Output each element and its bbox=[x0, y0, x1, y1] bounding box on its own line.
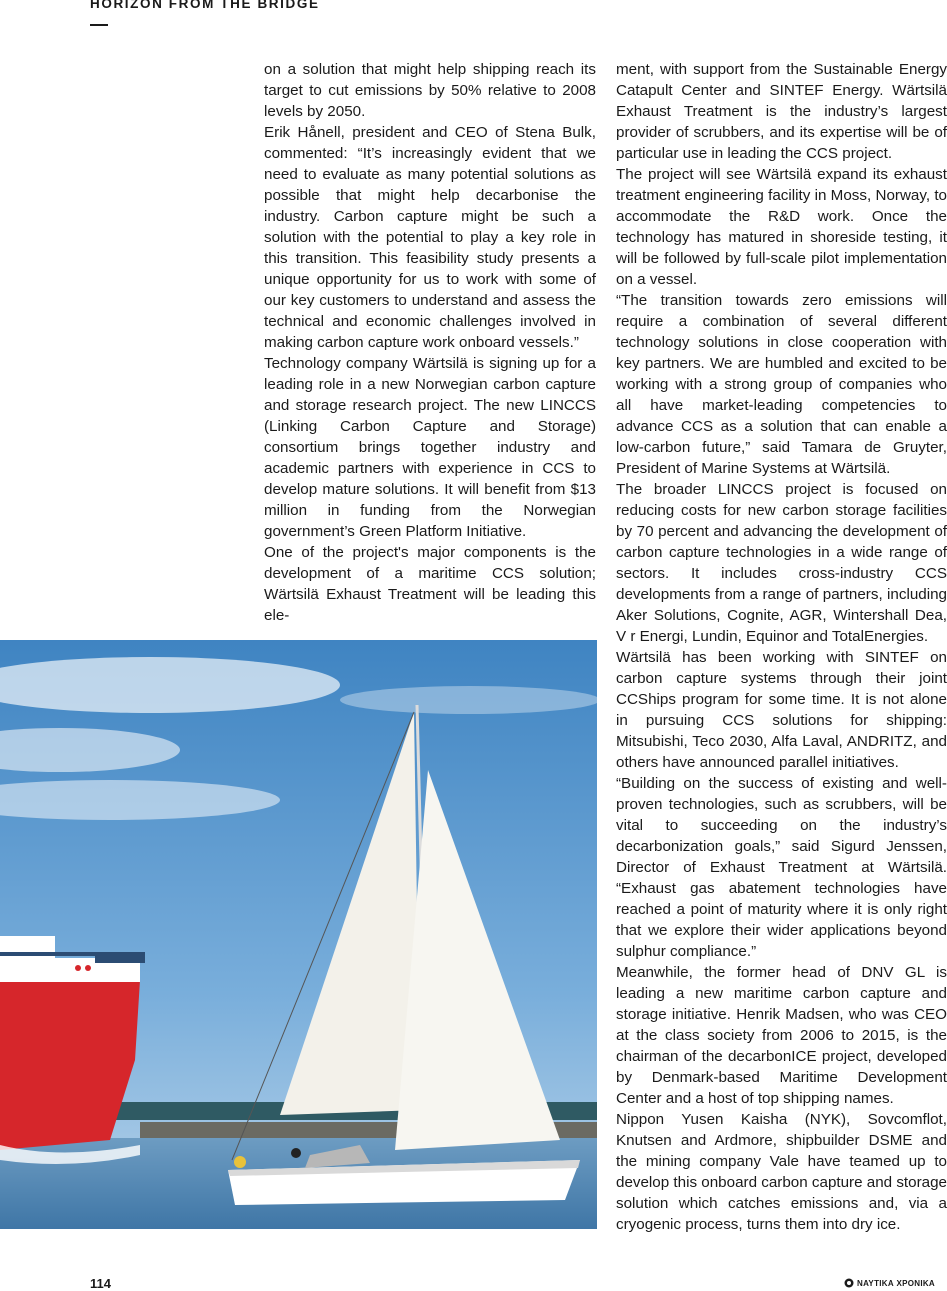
paragraph: The project will see Wärtsilä expand its exhaust treatment engineering facility in Moss, Norway, to accommodate the R&D work. Once the technology has matured in shoreside testing, it will be followed by full-scale pilot implementation on a vessel. bbox=[616, 166, 947, 288]
section-title: HORIZON FROM THE BRIDGE bbox=[90, 0, 320, 11]
paragraph: on a solution that might help shipping reach its target to cut emissions by 50% relative to 2008 levels by 2050. bbox=[264, 61, 596, 120]
paragraph: One of the project's major components is the development of a maritime CCS solution; Wärtsilä Exhaust Treatment will be leading this ele- bbox=[264, 544, 596, 624]
paragraph: Technology company Wärtsilä is signing up for a leading role in a new Norwegian carbon capture and storage research project. The new LINCCS (Linking Carbon Capture and Storage) consortium brings together industry and academic partners with experience in CCS to develop mature solutions. It will benefit from $13 million in funding from the Norwegian government’s Green Platform Initiative. bbox=[264, 355, 596, 540]
paragraph: Wärtsilä has been working with SINTEF on carbon capture systems through their joint CCShips program for some time. It is not alone in pursuing CCS solutions for shipping: Mitsubishi, Teco 2030, Alfa Laval, ANDRITZ, and others have announced parallel initiatives. bbox=[616, 649, 947, 771]
article-column-2 bbox=[616, 59, 947, 1235]
paragraph: Erik Hånell, president and CEO of Stena Bulk, commented: “It’s increasingly evident that we need to evaluate as many potential solutions as possible that might help decarbonise the industry. Carbon capture might be such a solution with the potential to play a key role in this transition. This feasibility study presents a unique opportunity for us to work with some of our key customers to understand and assess the technical and economic challenges involved in making carbon capture work onboard vessels.” bbox=[264, 124, 596, 351]
paragraph: “The transition towards zero emissions will require a combination of several different technology solutions in close cooperation with key partners. We are humbled and excited to be working with a strong group of companies who all have market-leading competencies to advance CCS as a solution that can enable a low-carbon future,” said Tamara de Gruyter, President of Marine Systems at Wärtsilä. bbox=[616, 292, 947, 477]
paragraph: ment, with support from the Sustainable Energy Catapult Center and SINTEF Energy. Wärtsilä Exhaust Treatment is the industry’s largest provider of scrubbers, and its expertise will be of particular use in leading the CCS project. bbox=[616, 61, 947, 162]
paragraph: Meanwhile, the former head of DNV GL is leading a new maritime carbon capture and storage initiative. Henrik Madsen, who was CEO at the class society from 2006 to 2015, is the chairman of the decarbonICE project, developed by Denmark-based Maritime Development Center and a host of top shipping names. bbox=[616, 964, 947, 1107]
paragraph: Nippon Yusen Kaisha (NYK), Sovcomflot, Knutsen and Ardmore, shipbuilder DSME and the mining company Vale have teamed up to develop this onboard carbon capture and storage solution which catches emissions and, via a cryogenic process, turns them into dry ice. bbox=[616, 1111, 947, 1233]
publication-name: ΝΑΥΤΙΚΑ ΧΡΟΝΙΚΑ bbox=[857, 1278, 935, 1288]
page-number: 114 bbox=[90, 1276, 111, 1291]
paragraph: “Building on the success of existing and well-proven technologies, such as scrubbers, will be vital to succeeding on the industry’s decarbonization goals,” said Sigurd Jenssen, Director of Exhaust Treatment at Wärtsilä. “Exhaust gas abatement technologies have reached a point of maturity where it is only right that we explore their wider applications beyond sulphur compliance.” bbox=[616, 775, 947, 960]
sailboat-and-ship-photo bbox=[0, 640, 597, 1229]
title-divider bbox=[90, 24, 108, 26]
article-column-1 bbox=[264, 59, 596, 626]
paragraph: The broader LINCCS project is focused on reducing costs for new carbon storage facilities by 70 percent and advancing the development of carbon capture technologies in a wide range of sectors. It includes cross-industry CCS developments from a range of partners, including Aker Solutions, Cognite, AGR, Wintershall Dea, V r Energi, Lundin, Equinor and TotalEnergies. bbox=[616, 481, 947, 645]
publication-logo-icon bbox=[844, 1278, 854, 1288]
publication-brand bbox=[844, 1278, 935, 1288]
